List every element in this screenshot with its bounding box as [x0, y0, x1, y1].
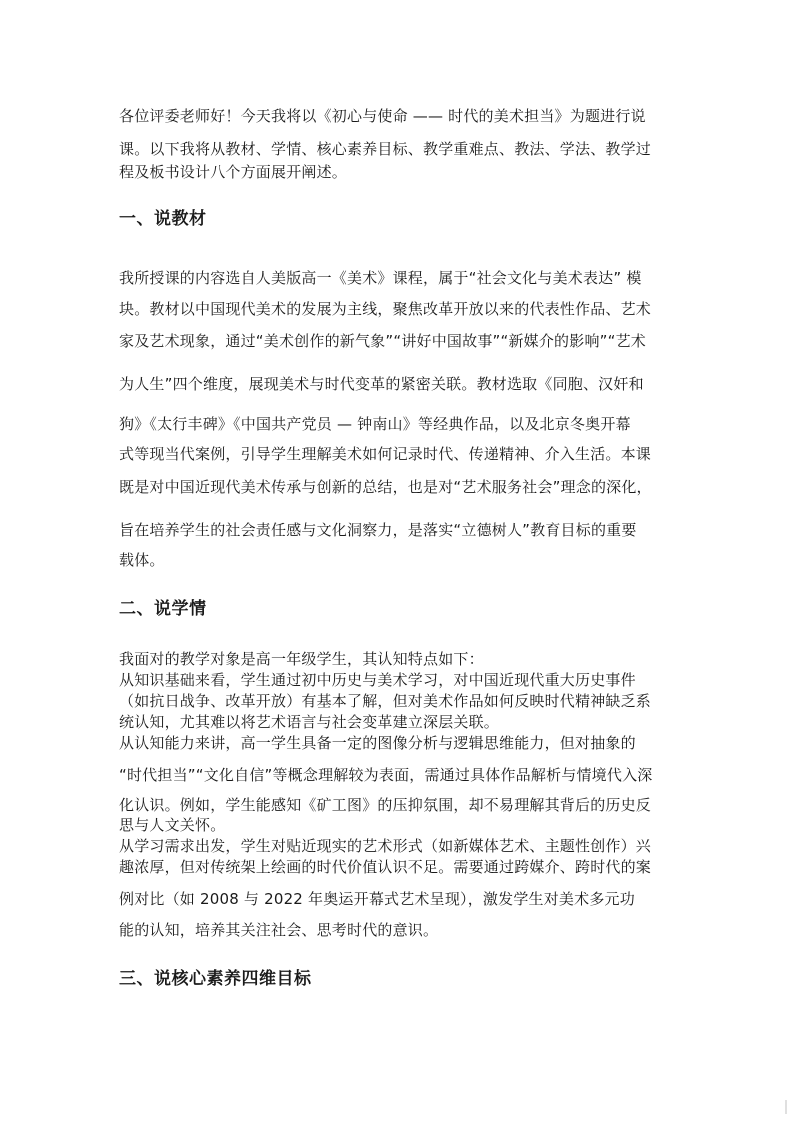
paragraph-line: 从学习需求出发，学生对贴近现实的艺术形式（如新媒体艺术、主题性创作）兴 — [119, 837, 652, 855]
section-heading: 一、说教材 — [119, 209, 207, 229]
paragraph-line: 我所授课的内容选自人美版高一《美术》课程，属于“社会文化与美术表达” 模 — [119, 269, 642, 287]
paragraph-line: 狗》《太行丰碑》《中国共产党员 — 钟南山》等经典作品，以及北京冬奥开幕 — [119, 415, 631, 433]
section-heading: 二、说学情 — [119, 599, 207, 619]
page-corner-mark — [785, 1100, 787, 1114]
paragraph-line: 块。教材以中国现代美术的发展为主线，聚焦改革开放以来的代表性作品、艺术 — [119, 300, 652, 318]
paragraph-line: 能的认知，培养其关注社会、思考时代的意识。 — [119, 921, 439, 939]
paragraph-line: 统认知，尤其难以将艺术语言与社会变革建立深层关联。 — [119, 713, 500, 731]
paragraph-line: 我面对的教学对象是高一年级学生，其认知特点如下： — [119, 650, 484, 668]
paragraph-line: 从知识基础来看，学生通过初中历史与美术学习，对中国近现代重大历史事件 — [119, 671, 636, 689]
paragraph-line: （如抗日战争、改革开放）有基本了解，但对美术作品如何反映时代精神缺乏系 — [119, 692, 652, 710]
paragraph-line: “时代担当”“文化自信”等概念理解较为表面，需通过具体作品解析与情境代入深 — [119, 766, 653, 784]
paragraph-line: 趣浓厚，但对传统架上绘画的时代价值认识不足。需要通过跨媒介、跨时代的案 — [119, 858, 652, 876]
paragraph-line: 化认识。例如，学生能感知《矿工图》的压抑氛围，却不易理解其背后的历史反 — [119, 796, 652, 814]
paragraph-line: 旨在培养学生的社会责任感与文化洞察力，是落实“立德树人”教育目标的重要 — [119, 521, 637, 539]
paragraph-line: 家及艺术现象，通过“美术创作的新气象”“讲好中国故事”“新媒介的影响”“艺术 — [119, 332, 647, 350]
paragraph-line: 思与人文关怀。 — [119, 816, 226, 834]
paragraph-line: 例对比（如 2008 与 2022 年奥运开幕式艺术呈现），激发学生对美术多元功 — [119, 890, 635, 908]
paragraph-line: 式等现当代案例，引导学生理解美术如何记录时代、传递精神、介入生活。本课 — [119, 445, 652, 463]
paragraph-line: 从认知能力来讲，高一学生具备一定的图像分析与逻辑思维能力，但对抽象的 — [119, 734, 636, 752]
paragraph-line: 为人生”四个维度，展现美术与时代变革的紧密关联。教材选取《同胞、汉奸和 — [119, 375, 644, 393]
intro-line: 课。以下我将从教材、学情、核心素养目标、教学重难点、教法、学法、教学过 — [119, 140, 652, 158]
intro-line: 各位评委老师好！今天我将以《初心与使命 —— 时代的美术担当》为题进行说 — [119, 107, 646, 125]
paragraph-line: 载体。 — [119, 551, 165, 569]
section-heading: 三、说核心素养四维目标 — [119, 969, 312, 989]
intro-line: 程及板书设计八个方面展开阐述。 — [119, 163, 348, 181]
paragraph-line: 既是对中国近现代美术传承与创新的总结，也是对“艺术服务社会”理念的深化， — [119, 478, 652, 496]
